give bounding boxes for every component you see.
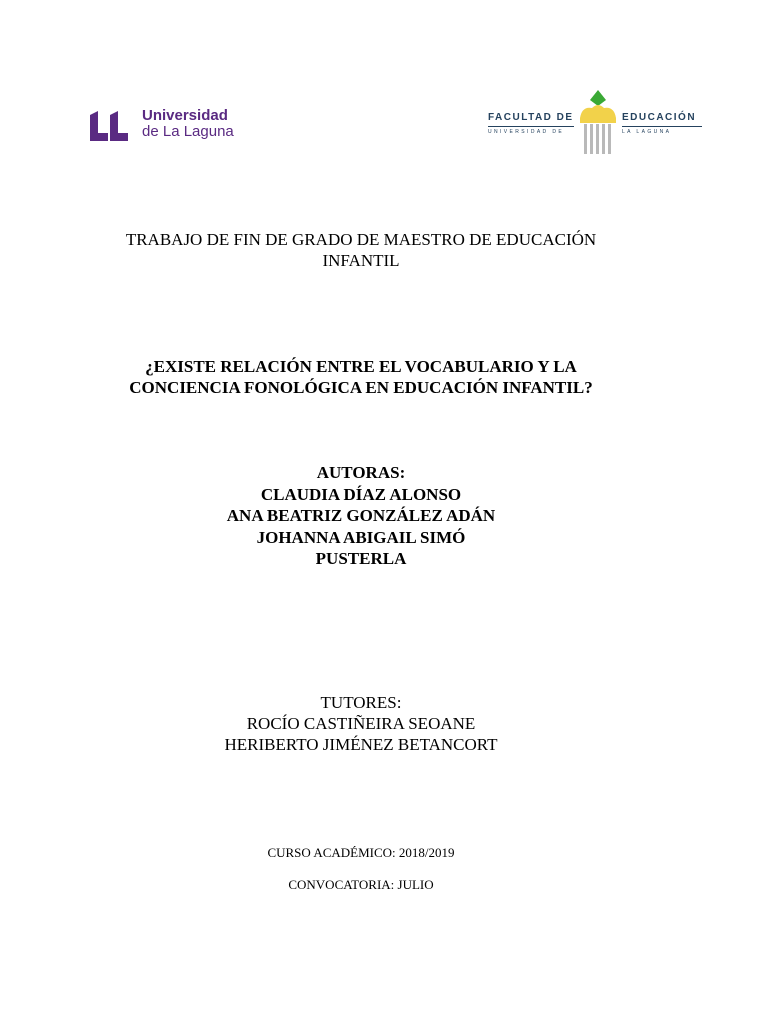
university-name-line2: de La Laguna: [142, 123, 234, 140]
thesis-title: [0, 356, 722, 398]
author-name: CLAUDIA DÍAZ ALONSO: [260, 484, 462, 504]
faculty-logo: [476, 88, 706, 160]
faculty-left-subtitle: UNIVERSIDAD DE: [488, 129, 565, 135]
degree-line-1: TRABAJO DE FIN DE GRADO DE MAESTRO DE EDUCACIÓN: [125, 230, 597, 249]
faculty-left-title: FACULTAD DE: [488, 112, 574, 123]
degree-heading: [0, 229, 722, 271]
faculty-left-rule: [488, 126, 574, 127]
faculty-right-title: EDUCACIÓN: [622, 112, 697, 123]
author-name: ANA BEATRIZ GONZÁLEZ ADÁN: [226, 506, 496, 525]
faculty-right-rule: [622, 126, 702, 127]
university-logo-mark-icon: [90, 111, 134, 141]
authors-section: [0, 462, 722, 570]
degree-line-2: INFANTIL: [322, 251, 400, 270]
tutors-heading: TUTORES:: [320, 693, 402, 712]
faculty-right-subtitle: LA LAGUNA: [622, 129, 672, 135]
tutor-name: ROCÍO CASTIÑEIRA SEOANE: [246, 714, 476, 733]
title-line-2: CONCIENCIA FONOLÓGICA EN EDUCACIÓN INFANTIL?: [129, 378, 593, 397]
author-name: JOHANNA ABIGAIL SIMÓ: [256, 527, 466, 547]
author-name: PUSTERLA: [315, 549, 407, 568]
title-line-1: ¿EXISTE RELACIÓN ENTRE EL VOCABULARIO Y LA: [145, 357, 577, 376]
tutor-name: HERIBERTO JIMÉNEZ BETANCORT: [224, 735, 498, 754]
university-logo: [90, 108, 260, 144]
faculty-column-emblem-icon: [572, 88, 624, 156]
exam-call: CONVOCATORIA: JULIO: [288, 877, 434, 892]
academic-year: CURSO ACADÉMICO: 2018/2019: [267, 845, 455, 860]
authors-heading: AUTORAS:: [316, 463, 406, 482]
tutors-section: [0, 692, 722, 755]
university-name-line1: Universidad: [142, 107, 228, 124]
